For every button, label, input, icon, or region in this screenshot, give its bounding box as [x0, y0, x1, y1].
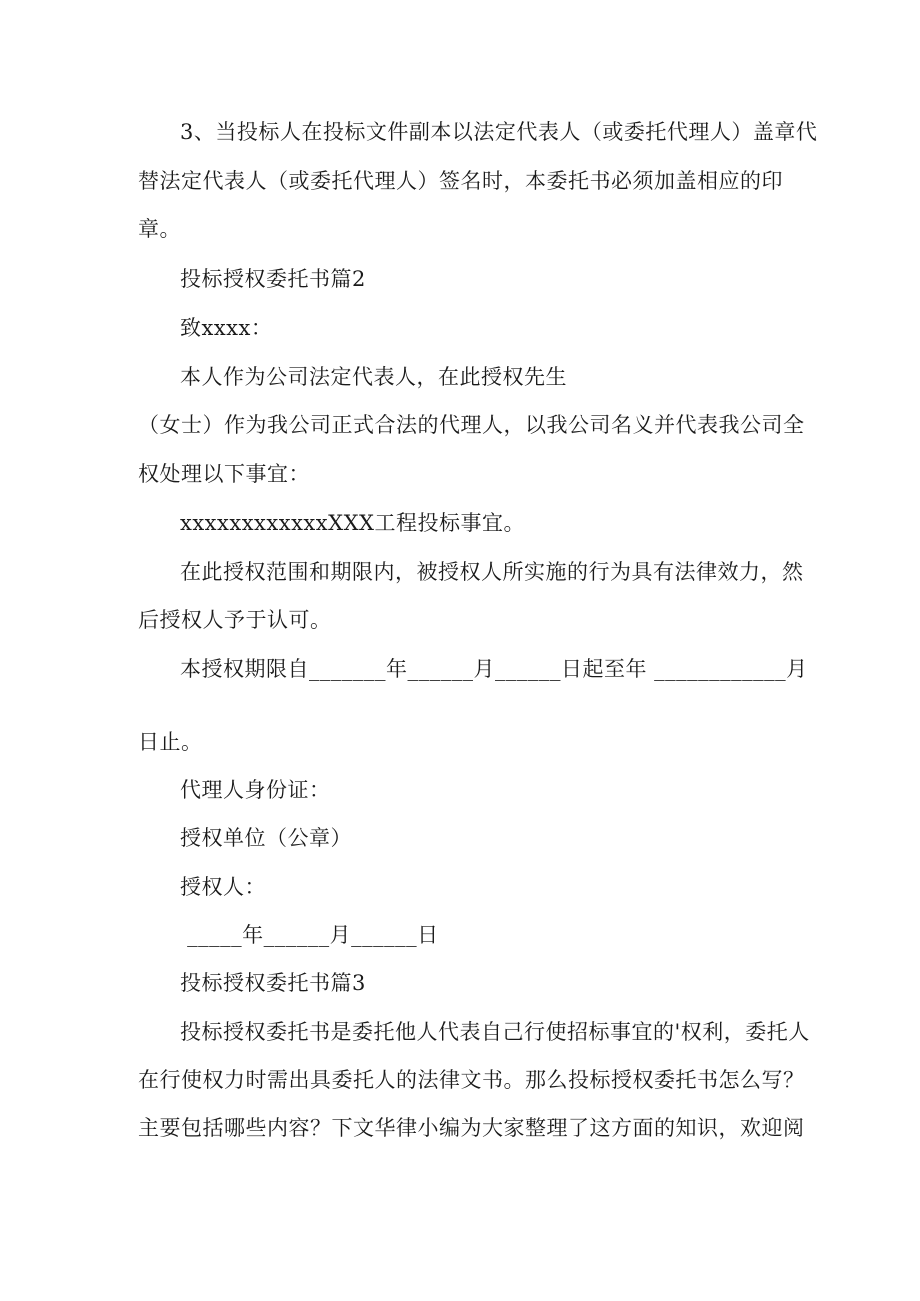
paragraph-line: 后授权人予于认可。 — [138, 608, 332, 632]
salutation: 致xxxx： — [180, 316, 273, 340]
paragraph-line: 投标授权委托书是委托他人代表自己行使招标事宜的'权利，委托人 — [180, 1020, 810, 1044]
date-line: _____年______月______日 — [180, 923, 439, 947]
paragraph-line: xxxxxxxxxxxxXXX工程投标事宜。 — [180, 511, 525, 535]
paragraph-line: 在行使权力时需出具委托人的法律文书。那么投标授权委托书怎么写？ — [138, 1068, 805, 1092]
authorizing-unit-label: 授权单位（公章） — [180, 826, 352, 850]
paragraph-line: （女士）作为我公司正式合法的代理人，以我公司名义并代表我公司全 — [138, 413, 805, 437]
section-heading: 投标授权委托书篇3 — [180, 971, 366, 995]
section-heading: 投标授权委托书篇2 — [180, 267, 366, 291]
paragraph-line: 在此授权范围和期限内，被授权人所实施的行为具有法律效力，然 — [180, 560, 804, 584]
authorization-period-line: 本授权期限自_______年______月______日起至年 ____________月 — [180, 657, 808, 681]
agent-id-label: 代理人身份证： — [180, 778, 331, 802]
paragraph-line: 章。 — [138, 217, 181, 241]
paragraph-line: 替法定代表人（或委托代理人）签名时，本委托书必须加盖相应的印 — [138, 169, 783, 193]
authorizer-label: 授权人： — [180, 875, 266, 899]
paragraph-line: 日止。 — [138, 730, 203, 754]
paragraph-line: 本人作为公司法定代表人，在此授权先生 — [180, 365, 567, 389]
paragraph-line: 权处理以下事宜： — [138, 462, 310, 486]
paragraph-line: 3、当投标人在投标文件副本以法定代表人（或委托代理人）盖章代 — [180, 120, 818, 144]
paragraph-line: 主要包括哪些内容？下文华律小编为大家整理了这方面的知识，欢迎阅 — [138, 1116, 805, 1140]
